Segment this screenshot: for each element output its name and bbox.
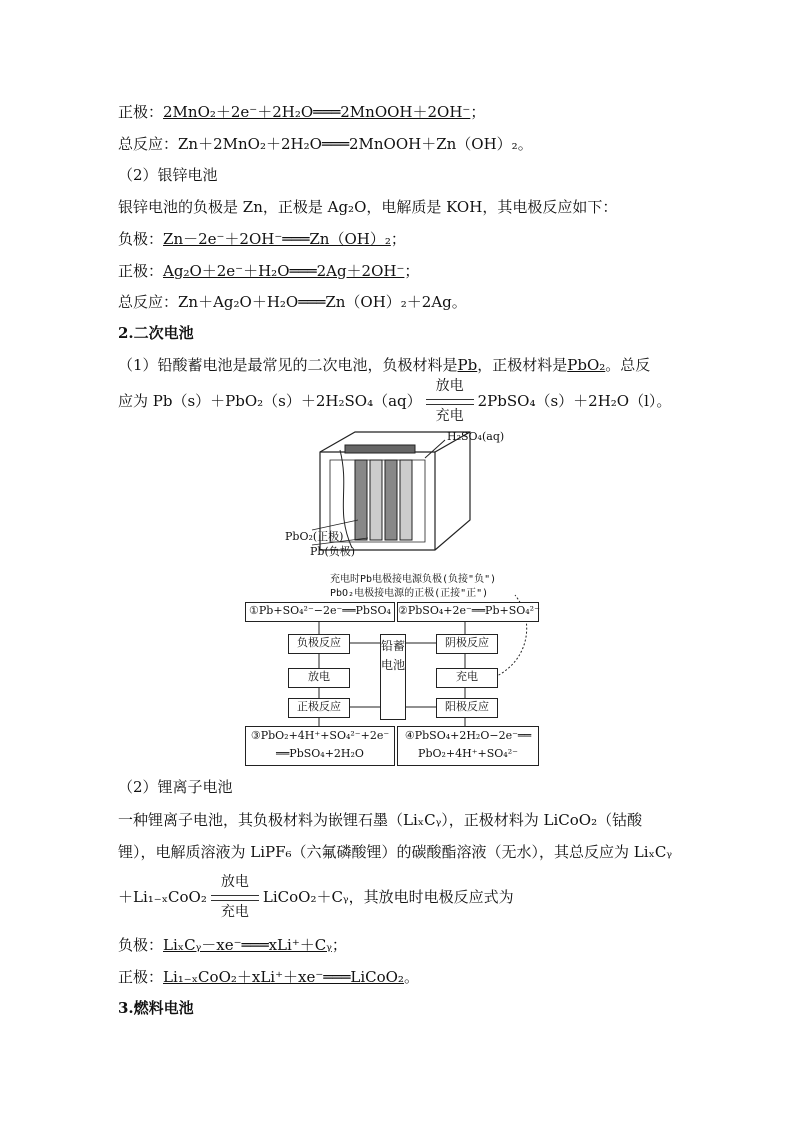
paragraph: 一种锂离子电池，其负极材料为嵌锂石墨（LiₓCᵧ），正极材料为 LiCoO₂（钴酸 (118, 811, 643, 829)
note-line: 充电时Pb电极接电源负极(负接"负") (330, 574, 497, 585)
paragraph: （1）铅酸蓄电池是最常见的二次电池，负极材料是Pb，正极材料是PbO₂。总反 (118, 356, 651, 374)
reaction-box: ①Pb+SO₄²⁻−2e⁻══PbSO₄ (245, 602, 395, 622)
paragraph: 银锌电池的负极是 Zn，正极是 Ag₂O，电解质是 KOH，其电极反应如下： (118, 198, 618, 216)
equation: 2MnO₂＋2e⁻＋2H₂O═══2MnOOH＋2OH⁻ (163, 103, 471, 121)
cathode-equation-line: 正极：Ag₂O＋2e⁻＋H₂O═══2Ag＋2OH⁻； (118, 262, 420, 280)
anode-reaction-box: 阳极反应 (436, 698, 498, 718)
equation: Zn－2e⁻＋2OH⁻═══Zn（OH）₂ (163, 230, 391, 248)
total-reaction-line: 总反应：Zn＋Ag₂O＋H₂O═══Zn（OH）₂＋2Ag。 (118, 293, 467, 311)
equation: Li₁₋ₓCoO₂＋xLi⁺＋xe⁻═══LiCoO₂ (163, 968, 404, 986)
paragraph: ＋Li₁₋ₓCoO₂ 放电 充电 LiCoO₂＋Cᵧ，其放电时电极反应式为 (118, 874, 514, 920)
total-reaction-line: 总反应：Zn＋2MnO₂＋2H₂O═══2MnOOH＋Zn（OH）₂。 (118, 135, 533, 153)
anode-equation-line: 负极：LiₓCᵧ－xe⁻═══xLi⁺＋Cᵧ； (118, 936, 347, 954)
pb-label: Pb(负极) (310, 545, 356, 558)
lead-acid-battery-figure (240, 430, 550, 770)
section-heading: 3.燃料电池 (118, 999, 194, 1017)
h2so4-label: H₂SO₄(aq) (447, 430, 505, 443)
reversible-arrow: 放电 充电 (424, 395, 476, 409)
cathode-equation-line: 正极：2MnO₂＋2e⁻＋2H₂O═══2MnOOH＋2OH⁻； (118, 103, 486, 121)
section-heading: （2）银锌电池 (118, 166, 218, 184)
negative-reaction-box: 负极反应 (288, 634, 350, 654)
paragraph: 锂），电解质溶液为 LiPF₆（六氟磷酸锂）的碳酸酯溶液（无水），其总反应为 LiₓCᵧ (118, 843, 673, 861)
cathode-equation-line: 正极：Li₁₋ₓCoO₂＋xLi⁺＋xe⁻═══LiCoO₂。 (118, 968, 419, 986)
center-label: 铅蓄电池 (380, 634, 406, 720)
charge-box: 充电 (436, 668, 498, 688)
anode-equation-line: 负极：Zn－2e⁻＋2OH⁻═══Zn（OH）₂； (118, 230, 406, 248)
cathode-reaction-box: 阴极反应 (436, 634, 498, 654)
equation: LiₓCᵧ－xe⁻═══xLi⁺＋Cᵧ (163, 936, 332, 954)
reversible-arrow: 放电 充电 (209, 891, 261, 905)
section-heading: 2.二次电池 (118, 324, 194, 342)
equation: Ag₂O＋2e⁻＋H₂O═══2Ag＋2OH⁻ (163, 262, 405, 280)
note-line: PbO₂电极接电源的正极(正接"正") (330, 588, 489, 599)
reaction-box: ②PbSO₄+2e⁻══Pb+SO₄²⁻ (397, 602, 539, 622)
positive-reaction-box: 正极反应 (288, 698, 350, 718)
discharge-box: 放电 (288, 668, 350, 688)
section-heading: （2）锂离子电池 (118, 778, 233, 796)
paragraph: 应为 Pb（s）＋PbO₂（s）＋2H₂SO₄（aq） 放电 充电 2PbSO₄（s）＋2H₂O（l）。 (118, 378, 672, 424)
pbo2-label: PbO₂(正极) (285, 530, 344, 543)
reaction-box: ④PbSO₄+2H₂O−2e⁻══ PbO₂+4H⁺+SO₄²⁻ (397, 726, 539, 766)
reaction-box: ③PbO₂+4H⁺+SO₄²⁻+2e⁻ ══PbSO₄+2H₂O (245, 726, 395, 766)
